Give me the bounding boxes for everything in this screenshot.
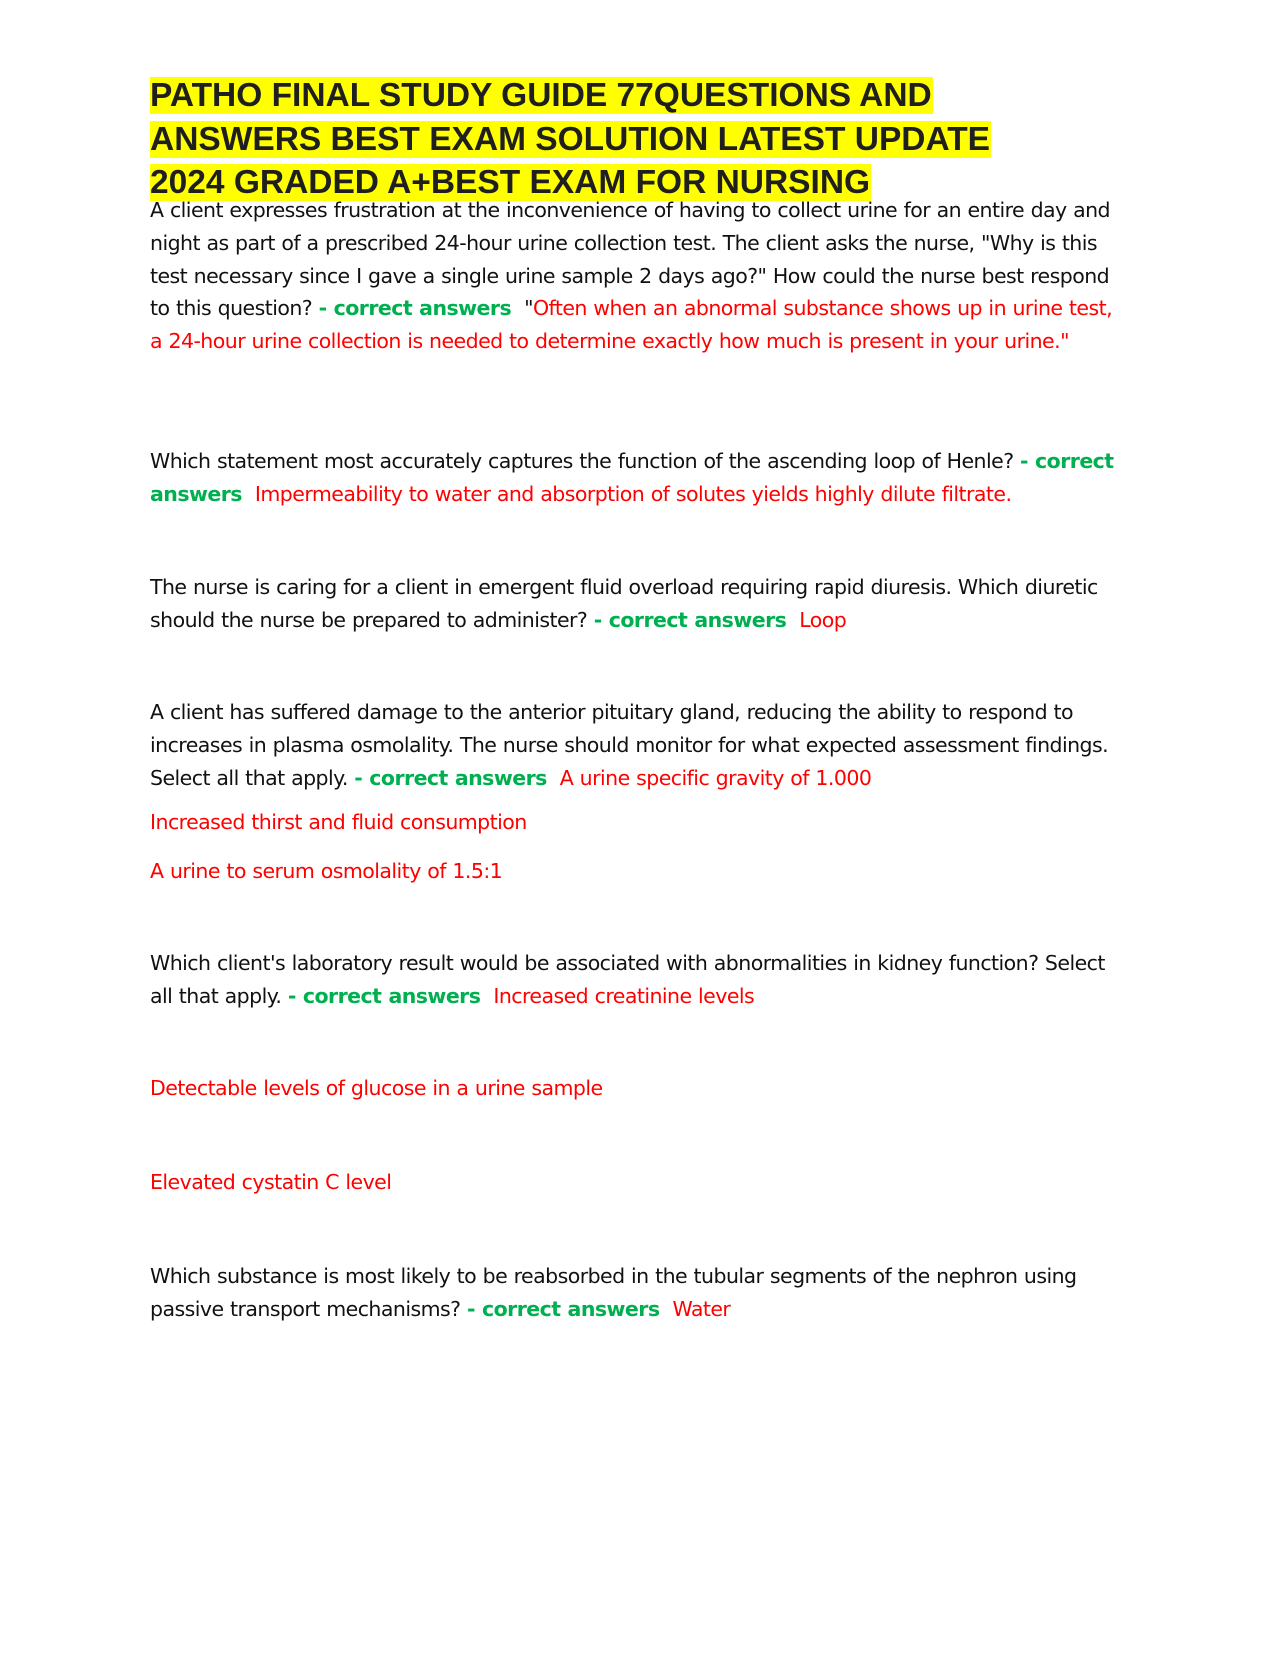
question-5 [150,947,1130,1013]
correct-answers-marker: - correct answers [318,296,512,321]
answer-6: Water [672,1296,731,1321]
question-3 [150,571,1130,637]
answer-1-quote: " [524,296,533,321]
answer-line-5-2 [150,1072,1130,1105]
question-block-6 [150,1260,1130,1326]
question-block-5 [150,947,1130,1013]
answer-line-5-3 [150,1166,1130,1199]
answer-2: Impermeability to water and absorption of solutes yields highly dilute filtrate. [254,481,1012,506]
question-2-text: Which statement most accurately captures the function of the ascending loop of Henle? [150,449,1014,473]
question-6-text: Which substance is most likely to be reabsorbed in the tubular segments of the nephron using passive transport mechanisms? [150,1264,1077,1321]
title-line-2: ANSWERS BEST EXAM SOLUTION LATEST UPDATE [150,120,991,158]
document-page [150,74,1130,1321]
question-block-1 [150,194,1130,358]
question-block-4 [150,696,1130,794]
correct-answers-marker: - correct answers [287,983,481,1008]
answer-line-4-3 [150,855,1130,888]
title-line-3: 2024 GRADED A+BEST EXAM FOR NURSING [150,164,871,201]
answer-line-4-2 [150,806,1130,839]
question-4 [150,696,1130,794]
answer-1: Often when an abnormal substance shows up in urine test, a 24-hour urine collection is needed to determine exactly how much is present in your urine." [150,296,1113,354]
answer-4-1: A urine specific gravity of 1.000 [559,765,872,790]
question-4-text: A client has suffered damage to the anterior pituitary gland, reducing the ability to respond to increases in plasma osmolality. The nurse should monitor for what expected assessment findings. Select all that apply. [150,700,1109,790]
correct-answers-marker: - correct answers [354,765,547,790]
correct-answers-marker: - correct answers [593,607,787,632]
correct-answers-marker: - correct answers [466,1296,660,1321]
question-5-text: Which client's laboratory result would be associated with abnormalities in kidney function? Select all that apply. [150,951,1105,1008]
answer-3: Loop [799,607,847,632]
answer-4-3: A urine to serum osmolality of 1.5:1 [150,859,503,883]
answer-5-1: Increased creatinine levels [493,983,755,1008]
question-1 [150,194,1130,358]
document-title [150,74,1130,205]
answer-5-3: Elevated cystatin C level [150,1170,392,1194]
question-block-2 [150,445,1130,511]
answer-4-2: Increased thirst and fluid consumption [150,810,527,834]
question-1-text: A client expresses frustration at the inconvenience of having to collect urine for an entire day and night as part of a prescribed 24-hour urine collection test. The client asks the nurse, "Why is this test necessary since I gave a single urine sample 2 days ago?" How could the nurse best respond to this question? [150,198,1111,321]
question-6 [150,1260,1130,1326]
correct-answers-marker: - correct answers [150,449,1114,506]
question-3-text: The nurse is caring for a client in emergent fluid overload requiring rapid diuresis. Which diuretic should the nurse be prepared to administer? [150,575,1098,632]
question-block-3 [150,571,1130,637]
answer-5-2: Detectable levels of glucose in a urine sample [150,1076,603,1100]
question-2 [150,445,1130,511]
title-line-1: PATHO FINAL STUDY GUIDE 77QUESTIONS AND [150,77,932,114]
